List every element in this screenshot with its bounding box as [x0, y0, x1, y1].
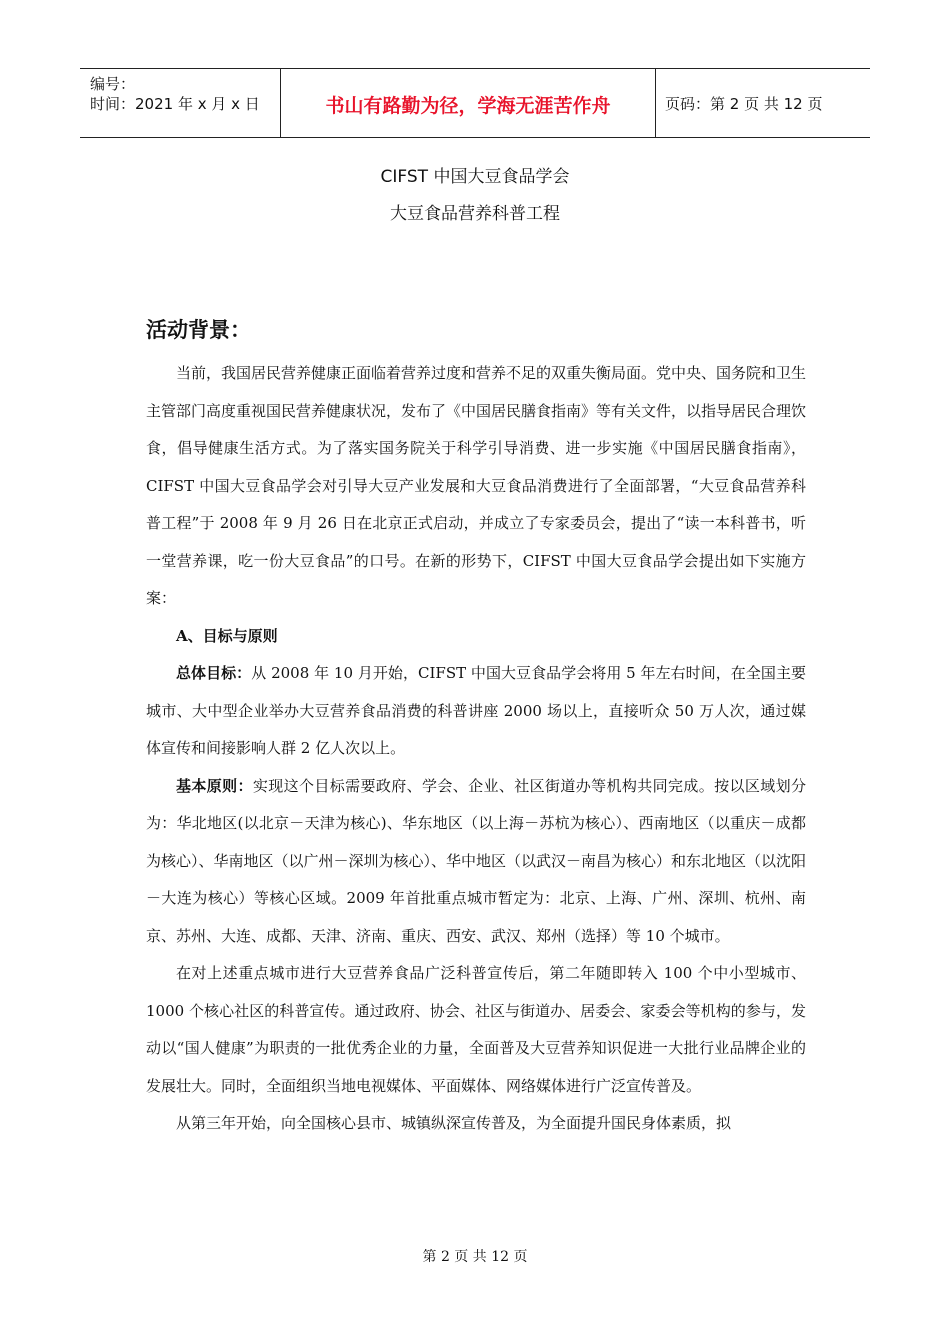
principle-label: 基本原则：	[176, 776, 253, 795]
motto: 书山有路勤为径，学海无涯苦作舟	[325, 95, 611, 117]
paragraph-goal	[146, 655, 806, 768]
section-heading: 活动背景：	[146, 318, 251, 342]
header-page-cell	[655, 69, 870, 137]
project-title: 大豆食品营养科普工程	[390, 204, 560, 224]
goal-label: 总体目标：	[176, 664, 252, 682]
paragraph-third-year: 从第三年开始，向全国核心县市、城镇纵深宣传普及，为全面提升国民身体素质，拟	[176, 1114, 732, 1132]
goal-text: 从 2008 年 10 月开始，CIFST 中国大豆食品学会将用 5 年左右时间，在全国主要城市、大中型企业举办大豆营养食品消费的科普讲座 2000 场以上，直接听众 50 万人次，通过媒体宣传和间接影响人群 2 亿人次以上。	[146, 664, 806, 757]
page-footer: 第 2 页 共 12 页	[422, 1249, 528, 1265]
paragraph-background: 当前，我国居民营养健康正面临着营养过度和营养不足的双重失衡局面。党中央、国务院和卫生主管部门高度重视国民营养健康状况，发布了《中国居民膳食指南》等有关文件，以指导居民合理饮食，倡导健康生活方式。为了落实国务院关于科学引导消费、进一步实施《中国居民膳食指南》，CIFST 中国大豆食品学会对引导大豆产业发展和大豆食品消费进行了全面部署，“大豆食品营养科普工程”于 2008 年 9 月 26 日在北京正式启动，并成立了专家委员会，提出了“读一本科普书，听一堂营养课，吃一份大豆食品”的口号。在新的形势下，CIFST 中国大豆食品学会提出如下实施方案：	[146, 364, 807, 607]
paragraph-principle	[146, 768, 806, 956]
number-label: 编号：	[90, 75, 136, 93]
page-info: 页码：第 2 页 共 12 页	[665, 95, 823, 113]
header-meta-cell	[80, 69, 280, 137]
header-table	[80, 68, 870, 138]
header-motto-cell	[280, 69, 656, 137]
subheading-goals: A、目标与原则	[176, 626, 278, 645]
principle-text: 实现这个目标需要政府、学会、企业、社区街道办等机构共同完成。按以区域划分为：华北地区(以北京－天津为核心)、华东地区（以上海－苏杭为核心）、西南地区（以重庆－成都为核心）、华南地区（以广州－深圳为核心）、华中地区（以武汉－南昌为核心）和东北地区（以沈阳－大连为核心）等核心区域。2009 年首批重点城市暂定为：北京、上海、广州、深圳、杭州、南京、苏州、大连、成都、天津、济南、重庆、西安、武汉、郑州（选择）等 10 个城市。	[146, 776, 807, 945]
body-text	[146, 355, 806, 1143]
org-title: CIFST 中国大豆食品学会	[380, 167, 570, 187]
date-label: 时间：2021 年 x 月 x 日	[90, 95, 260, 113]
paragraph-expansion: 在对上述重点城市进行大豆营养食品广泛科普宣传后，第二年随即转入 100 个中小型城市、1000 个核心社区的科普宣传。通过政府、协会、社区与街道办、居委会、家委会等机构的参与，发动以“国人健康”为职责的一批优秀企业的力量，全面普及大豆营养知识促进一大批行业品牌企业的发展壮大。同时，全面组织当地电视媒体、平面媒体、网络媒体进行广泛宣传普及。	[146, 964, 806, 1095]
